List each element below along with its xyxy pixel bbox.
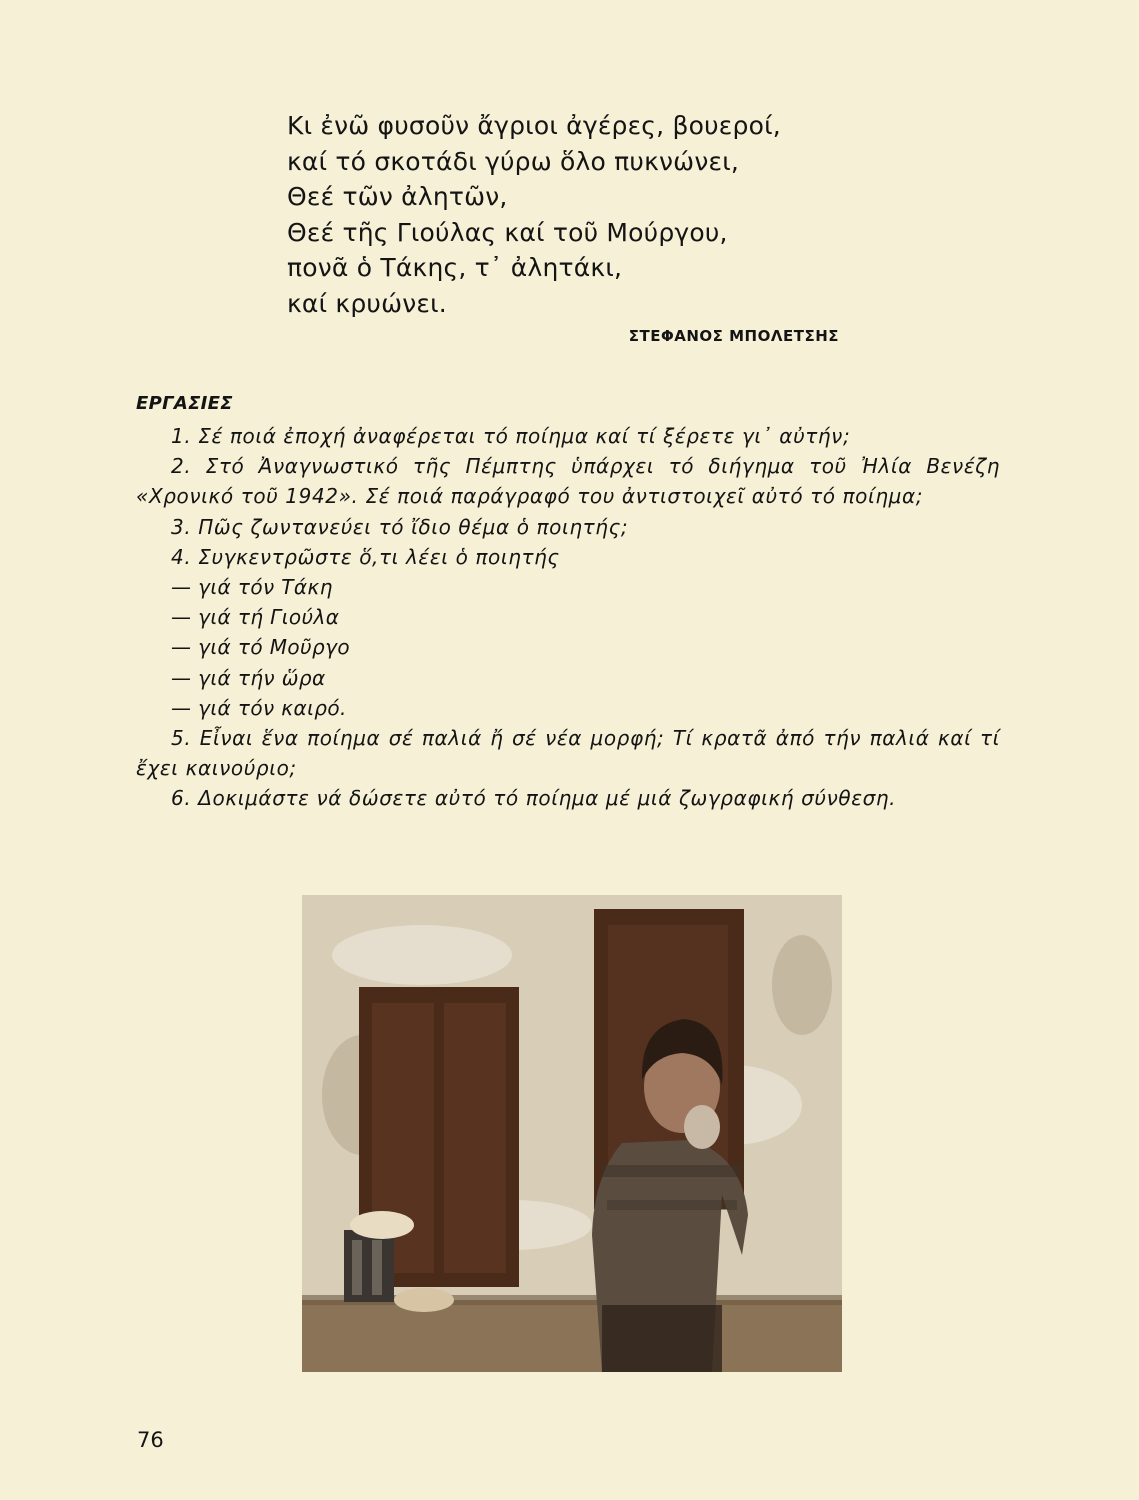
exercise-4-item: — γιά τόν καιρό. (171, 695, 347, 720)
exercise-5: 5. Εἶναι ἕνα ποίημα σέ παλιά ἤ σέ νέα μορφή; Τί κρατᾶ ἀπό τήν παλιά καί τί ἔχει καινούριο; (136, 726, 1000, 781)
exercise-4-item: — γιά τή Γιούλα (171, 605, 340, 630)
exercise-4-item: — γιά τό Μοῦργο (171, 635, 350, 660)
exercise-1: 1. Σέ ποιά ἐποχή ἀναφέρεται τό ποίημα καί τί ξέρετε γι᾿ αὐτήν; (171, 424, 851, 448)
painting-lantern (344, 1230, 394, 1302)
poem-line: καί τό σκοτάδι γύρω ὅλο πυκνώνει, (287, 146, 739, 176)
exercise-4-item: — γιά τόν Τάκη (171, 575, 333, 600)
page-number: 76 (137, 1428, 164, 1452)
poem-line: καί κρυώνει. (287, 288, 447, 318)
painting-illustration (302, 895, 842, 1372)
painting-floor (302, 1300, 842, 1372)
exercises-heading: ΕΡΓΑΣΙΕΣ (136, 393, 233, 414)
exercise-3: 3. Πῶς ζωντανεύει τό ἴδιο θέμα ὁ ποιητής; (171, 514, 629, 539)
poem-line: Κι ἐνῶ φυσοῦν ἄγριοι ἀγέρες, βουεροί, (287, 111, 781, 140)
poem-line: Θεέ τῶν ἀλητῶν, (287, 182, 508, 212)
poem-author: ΣΤΕΦΑΝΟΣ ΜΠΟΛΕΤΣΗΣ (628, 327, 839, 345)
exercise-4-item: — γιά τήν ὥρα (171, 665, 326, 690)
poem (287, 108, 781, 322)
exercises-list (136, 421, 1000, 814)
exercise-2: 2. Στό Ἀναγνωστικό τῆς Πέμπτης ὑπάρχει τό διήγημα τοῦ Ἠλία Βενέζη «Χρονικό τοῦ 1942». Σέ ποιά παράγραφό του ἀντιστοιχεῖ αὐτό τό ποίημα; (136, 454, 1000, 509)
poem-line: Θεέ τῆς Γιούλας καί τοῦ Μούργου, (287, 217, 728, 247)
exercise-6: 6. Δοκιμάστε νά δώσετε αὐτό τό ποίημα μέ μιά ζωγραφική σύνθεση. (171, 786, 897, 811)
poem-line: πονᾶ ὁ Τάκης, τ᾿ ἀλητάκι, (287, 253, 623, 283)
exercise-4: 4. Συγκεντρῶστε ὅ,τι λέει ὁ ποιητής (171, 544, 560, 569)
